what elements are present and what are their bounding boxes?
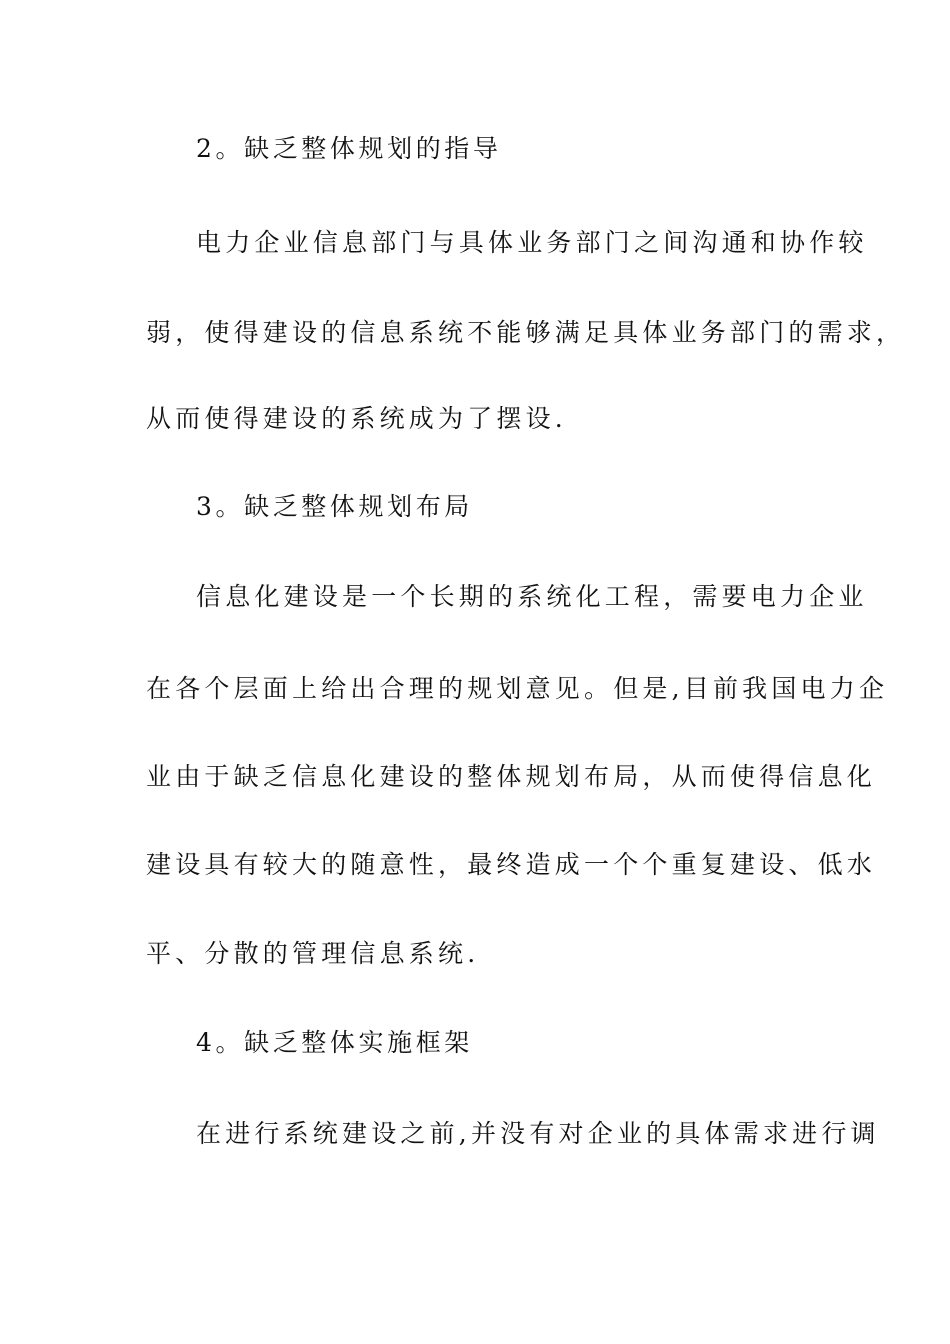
paragraph-line: 电力企业信息部门与具体业务部门之间沟通和协作较 <box>196 228 868 257</box>
paragraph-line: 在进行系统建设之前,并没有对企业的具体需求进行调 <box>196 1119 880 1148</box>
paragraph-line: 平、分散的管理信息系统. <box>146 939 480 968</box>
paragraph-line: 业由于缺乏信息化建设的整体规划布局，从而使得信息化 <box>146 762 877 791</box>
paragraph-line: 信息化建设是一个长期的系统化工程，需要电力企业 <box>196 582 868 611</box>
section-heading-2: 2。缺乏整体规划的指导 <box>196 134 502 163</box>
section-heading-3: 3。缺乏整体规划布局 <box>196 492 473 521</box>
paragraph-line: 从而使得建设的系统成为了摆设. <box>146 404 567 433</box>
paragraph-line: 在各个层面上给出合理的规划意见。但是,目前我国电力企 <box>146 674 889 703</box>
paragraph-line: 弱，使得建设的信息系统不能够满足具体业务部门的需求， <box>146 318 906 347</box>
section-heading-4: 4。缺乏整体实施框架 <box>196 1028 473 1057</box>
paragraph-line: 建设具有较大的随意性，最终造成一个个重复建设、低水 <box>146 850 877 879</box>
